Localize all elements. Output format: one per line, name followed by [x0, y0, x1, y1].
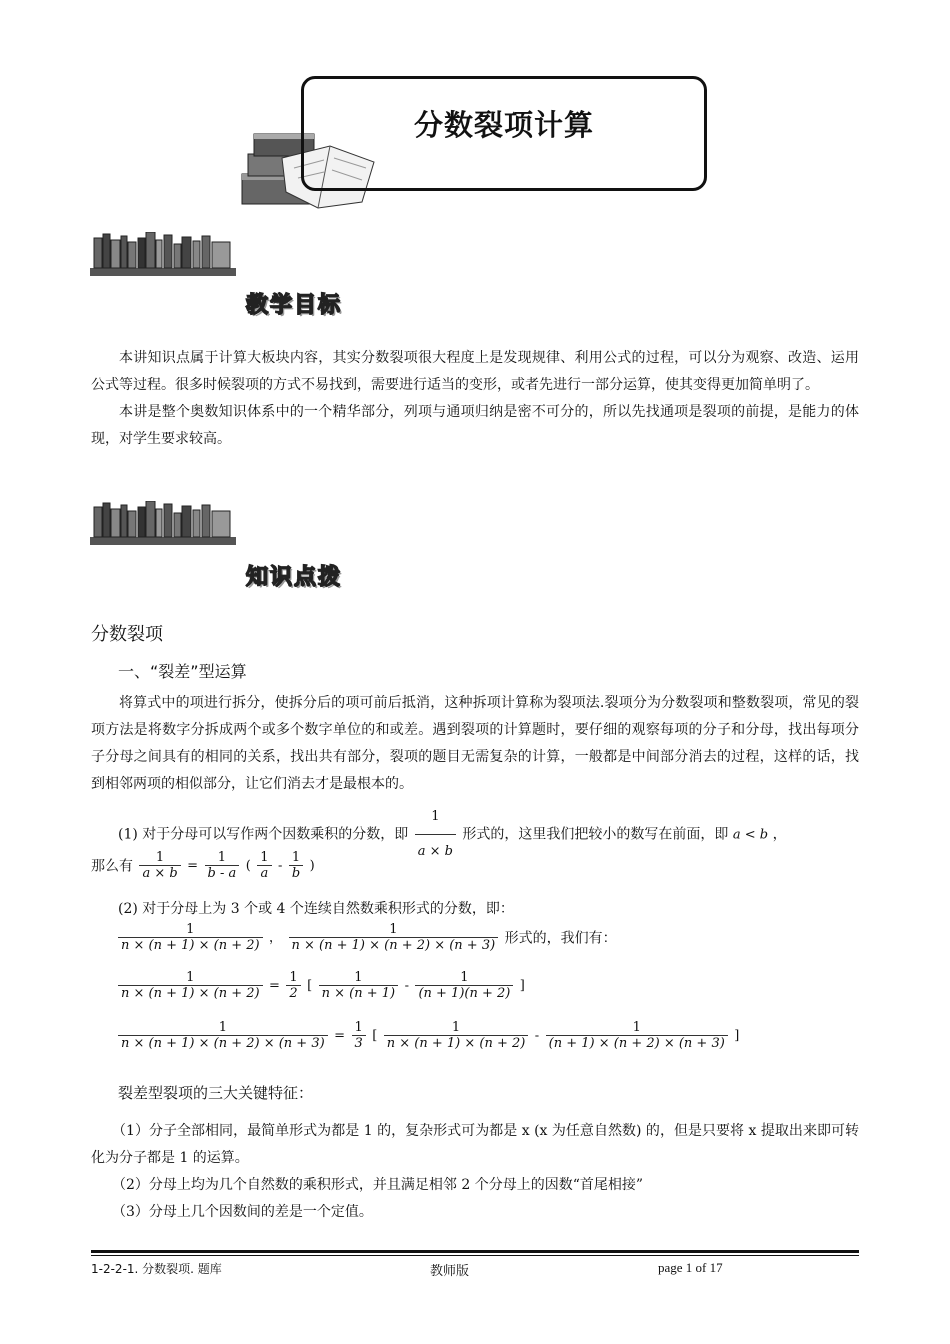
- item1-comma: ，: [772, 826, 787, 843]
- footer-rule: [91, 1250, 859, 1253]
- item1-formula: 那么有 $\frac{1}{a \times b}$ = $\frac{1}{b - a}$ ( $\frac{1}{a}$ - $\frac{1}{b}$ ): [91, 850, 315, 881]
- fraction-1-over-axb: $\frac{1}{a \times b}$: [415, 800, 456, 869]
- item1-mid: 形式的，这里我们把较小的数写在前面，即: [462, 826, 729, 843]
- footer-center: 教师版: [430, 1264, 470, 1279]
- page-title: 分数裂项计算: [413, 108, 594, 142]
- subheading-difference-type: 一、“裂差”型运算: [118, 662, 247, 681]
- fraction-coef: $\frac{1}{b - a}$: [205, 850, 240, 881]
- item2-mid: 形式的，我们有：: [504, 930, 617, 947]
- intro-paragraph: 将算式中的项进行拆分，使拆分后的项可前后抵消，这种拆项计算称为裂项法.裂项分为分数裂项和整数裂项，常见的裂项方法是将数字分拆成两个或多个数字单位的和或差。遇到裂项的计算题时，要仔细的观察每项的分子和分母，找出每项分子分母之间具有的相同的关系，找出共有部分，裂项的题目无需复杂的计算，一般都是中间部分消去的过程，这样的话，找到相邻两项的相似部分，让它们消去才是最根本的。: [91, 695, 859, 792]
- item2-forms: $\frac{1}{n \times (n + 1) \times (n + 2)}$ ， $\frac{1}{n \times (n + 1) \times (n + 2) \times (n + 3)}$ 形式的，我们有：: [116, 922, 617, 953]
- formula-4-factors: $\frac{1}{n \times (n + 1) \times (n + 2) \times (n + 3)}$ = $\frac{1}{3}$ [ $\frac{1}{n \times (n + 1) \times (n + 2)}$ - $\frac{1}{(n + 1) \times (n + 2) \times (n + 3)}$ ]: [116, 1020, 739, 1051]
- formula-3-factors: $\frac{1}{n \times (n + 1) \times (n + 2)}$ = $\frac{1}{2}$ [ $\frac{1}{n \times (n + 1)}$ - $\frac{1}{(n + 1)(n + 2)}$ ]: [116, 970, 525, 1001]
- footer-left: 1-2-2-1. 分数裂项. 题库: [91, 1262, 222, 1276]
- section-title-knowledge: 知识点拨: [246, 565, 343, 590]
- item1-pre: (1) 对于分母可以写作两个因数乘积的分数，即: [118, 826, 409, 843]
- fraction-lhs: $\frac{1}{a \times b}$: [139, 850, 180, 881]
- intro-text: [91, 690, 859, 798]
- footer-page-number: page 1 of 17: [658, 1260, 723, 1275]
- heading-fraction-split: 分数裂项: [91, 624, 163, 645]
- fraction-3-factors: $\frac{1}{n \times (n + 1) \times (n + 2)}$: [118, 922, 263, 953]
- title-box: [301, 76, 707, 191]
- footer-rule-thin: [91, 1255, 859, 1256]
- fraction-4-factors: $\frac{1}{n \times (n + 1) \times (n + 2) \times (n + 3)}$: [289, 922, 499, 953]
- goal-paragraph-1: 本讲知识点属于计算大板块内容，其实分数裂项很大程度上是发现规律、利用公式的过程，可以分为观察、改造、运用公式等过程。很多时候裂项的方式不易找到，需要进行适当的变形，或者先进行一部分运算，使其变得更加简单明了。: [91, 350, 859, 393]
- goal-paragraph-2: 本讲是整个奥数知识体系中的一个精华部分，列项与通项归纳是密不可分的，所以先找通项是裂项的前提，是能力的体现，对学生要求较高。: [91, 404, 859, 447]
- item2-line: (2) 对于分母上为 3 个或 4 个连续自然数乘积形式的分数，即：: [118, 901, 514, 917]
- goal-text: [91, 345, 859, 453]
- bookshelf-icon: [90, 501, 236, 547]
- item1-then: 那么有: [91, 858, 133, 875]
- features-list: [91, 1118, 859, 1226]
- fraction-1-over-b: $\frac{1}{b}$: [289, 850, 303, 881]
- condition-a-lt-b: a < b: [732, 827, 769, 843]
- section-title-goal: 教学目标: [246, 293, 343, 318]
- feature-2: （2）分母上均为几个自然数的乘积形式，并且满足相邻 2 个分母上的因数“首尾相接”: [112, 1177, 644, 1193]
- feature-1: （1）分子全部相同，最简单形式为都是 1 的，复杂形式可为都是 x (x 为任意自然数) 的，但是只要将 x 提取出来即可转化为分子都是 1 的运算。: [91, 1123, 859, 1166]
- bookshelf-icon: [90, 232, 236, 278]
- features-title: 裂差型裂项的三大关键特征：: [118, 1084, 314, 1102]
- fraction-1-over-a: $\frac{1}{a}$: [257, 850, 271, 881]
- feature-3: （3）分母上几个因数间的差是一个定值。: [112, 1204, 373, 1220]
